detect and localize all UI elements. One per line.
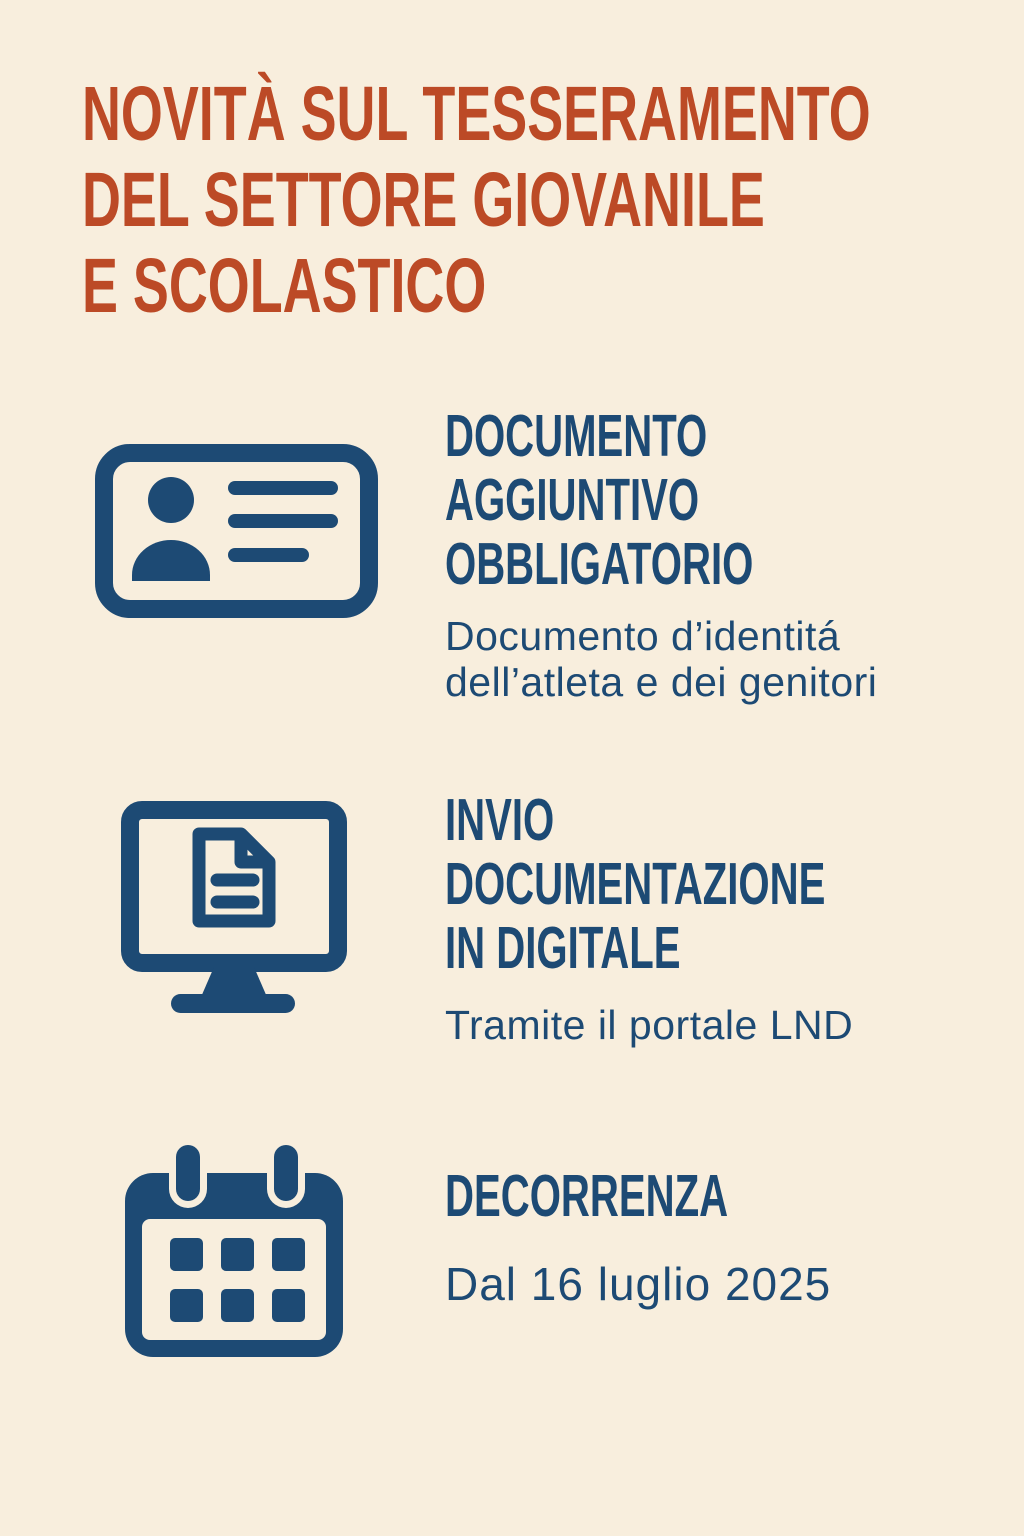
section-heading-line: IN DIGITALE [445,915,681,981]
page-title [82,71,871,329]
section-body-line: Documento d’identitá [445,613,841,659]
page-title-line: NOVITÀ SUL TESSERAMENTO [82,71,871,157]
section-heading-decorrenza [445,1164,728,1228]
section-heading-line: AGGIUNTIVO [445,467,700,533]
section-heading-invio-documentazione [445,788,825,980]
section-body-line: dell’atleta e dei genitori [445,659,878,705]
section-body-invio-documentazione [445,1002,853,1048]
id-card-icon [95,444,378,618]
section-heading-line: DECORRENZA [445,1163,729,1229]
section-heading-line: DOCUMENTO [445,403,708,469]
section-body-line: Tramite il portale LND [445,1002,854,1048]
page-title-line: E SCOLASTICO [82,243,487,329]
section-body-decorrenza [445,1258,831,1310]
section-heading-documento-aggiuntivo [445,404,753,596]
calendar-icon [125,1143,343,1358]
section-heading-line: INVIO [445,787,555,853]
section-body-line: Dal 16 luglio 2025 [445,1258,832,1310]
monitor-document-icon [121,801,347,1013]
section-body-documento-aggiuntivo [445,613,877,705]
section-heading-line: OBBLIGATORIO [445,531,754,597]
page-title-line: DEL SETTORE GIOVANILE [82,157,765,243]
section-heading-line: DOCUMENTAZIONE [445,851,826,917]
